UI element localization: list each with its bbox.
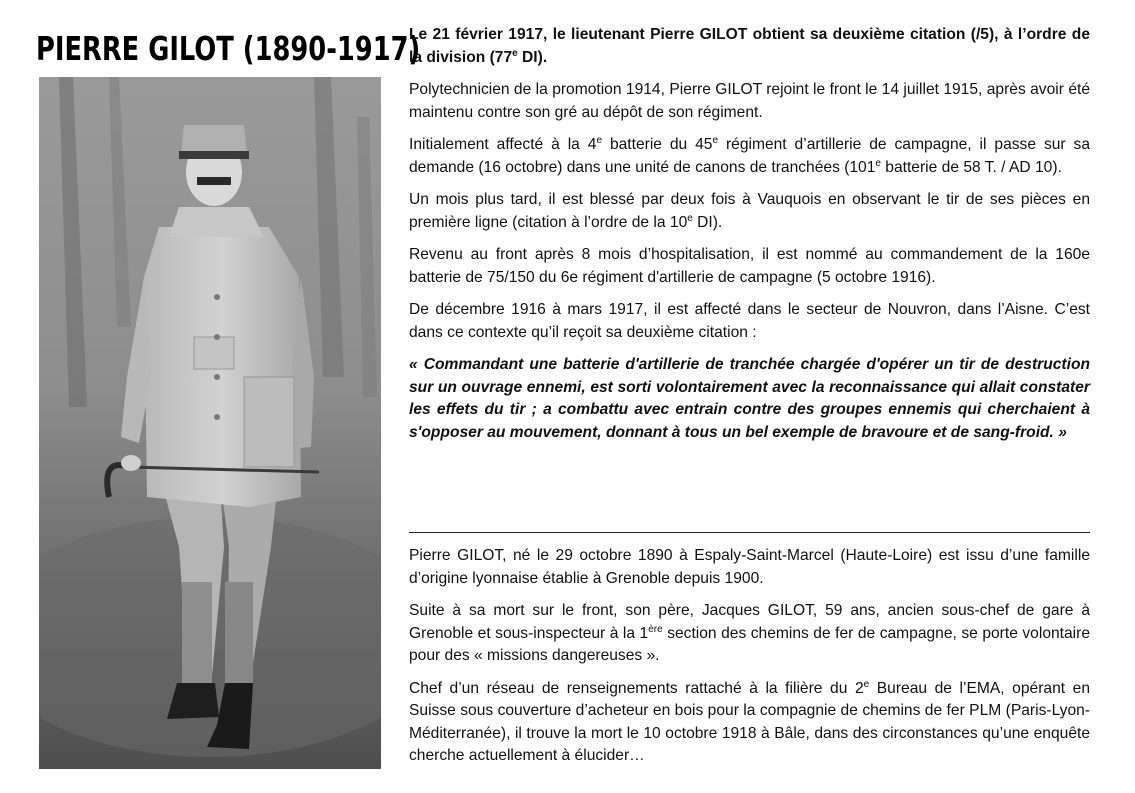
bio3-text-b: Bureau de l’EMA, opérant en Suisse sous couverture d’acheteur en bois pour la compagnie de chemins de fer PLM (Paris-Lyon-Méditerranée), il trouve la mort le 10 octobre 1918 à Bâle, dans des circonstances qu’une enquête cherche actuellement à élucider… bbox=[409, 679, 1090, 764]
p2-sup-a: e bbox=[596, 134, 603, 146]
p3-text-a: Un mois plus tard, il est blessé par deux fois à Vauquois en observant le tir de ses pièces en première ligne (citation à l’ordre de la 10 bbox=[409, 191, 1090, 231]
paragraph-4: Revenu au front après 8 mois d’hospitalisation, il est nommé au commandement de la 160e batterie de 75/150 du 6e régiment d'artillerie de campagne (5 octobre 1916). bbox=[409, 246, 1090, 286]
paragraph-2 bbox=[409, 134, 1090, 179]
lead-paragraph bbox=[409, 24, 1090, 69]
bio2-text-a: Suite à sa mort sur le front, son père, Jacques GILOT, 59 ans, ancien sous-chef de gare à Grenoble et sous-inspecteur à la 1 bbox=[409, 602, 1090, 642]
lead-text-b: DI). bbox=[517, 48, 548, 66]
paragraph-3 bbox=[409, 189, 1090, 234]
bio2-text-b: section des chemins de fer de campagne, se porte volontaire pour des « missions dangereuses ». bbox=[409, 624, 1090, 664]
bio3-text-a: Chef d’un réseau de renseignements rattaché à la filière du 2 bbox=[409, 679, 864, 697]
p3-sup: e bbox=[687, 212, 693, 224]
bio-text bbox=[409, 545, 1090, 778]
section-divider bbox=[409, 532, 1090, 533]
paragraph-1: Polytechnicien de la promotion 1914, Pierre GILOT rejoint le front le 14 juillet 1915, après avoir été maintenu contre son gré au dépôt de son régiment. bbox=[409, 81, 1090, 121]
lead-sup: e bbox=[512, 47, 518, 59]
p2-text-c: régiment d’artillerie de campagne, il passe sur sa demande (16 octobre) dans une unité de canons de tranchées (101 bbox=[409, 136, 1090, 176]
bio-paragraph-2 bbox=[409, 600, 1090, 668]
page-title: PIERRE GILOT (1890-1917) bbox=[36, 29, 421, 68]
bio3-sup: e bbox=[863, 678, 870, 690]
citation-quote: « Commandant une batterie d'artillerie de tranchée chargée d'opérer un tir de destruction sur un ouvrage ennemi, est sorti volontairement avec la reconnaissance qui allait constater les effets du tir ; a combattu avec entrain contre des groupes ennemis qui cherchaient à s'opposer au mouvement, donnant à tous un bel exemple de bravoure et de sang-froid. » bbox=[409, 356, 1090, 441]
lead-text-a: Le 21 février 1917, le lieutenant Pierre GILOT obtient sa deuxième citation (/5), à l’ordre de la division (77 bbox=[409, 26, 1090, 66]
paragraph-5: De décembre 1916 à mars 1917, il est affecté dans le secteur de Nouvron, dans l’Aisne. C’est dans ce contexte qu’il reçoit sa deuxième citation : bbox=[409, 301, 1090, 341]
bio2-sup: ère bbox=[648, 623, 663, 635]
main-text bbox=[409, 24, 1090, 454]
portrait-photo bbox=[39, 77, 381, 769]
p2-text-b: batterie du 45 bbox=[602, 136, 713, 153]
p2-text-d: batterie de 58 T. / AD 10). bbox=[880, 158, 1062, 176]
bio-paragraph-3 bbox=[409, 678, 1090, 768]
p2-sup-b: e bbox=[712, 134, 719, 146]
p3-text-b: DI). bbox=[692, 213, 723, 231]
bio-paragraph-1: Pierre GILOT, né le 29 octobre 1890 à Espaly-Saint-Marcel (Haute-Loire) est issu d’une famille d’origine lyonnaise établie à Grenoble depuis 1900. bbox=[409, 547, 1090, 587]
p2-text-a: Initialement affecté à la 4 bbox=[409, 136, 597, 153]
p2-sup-c: e bbox=[875, 157, 881, 169]
